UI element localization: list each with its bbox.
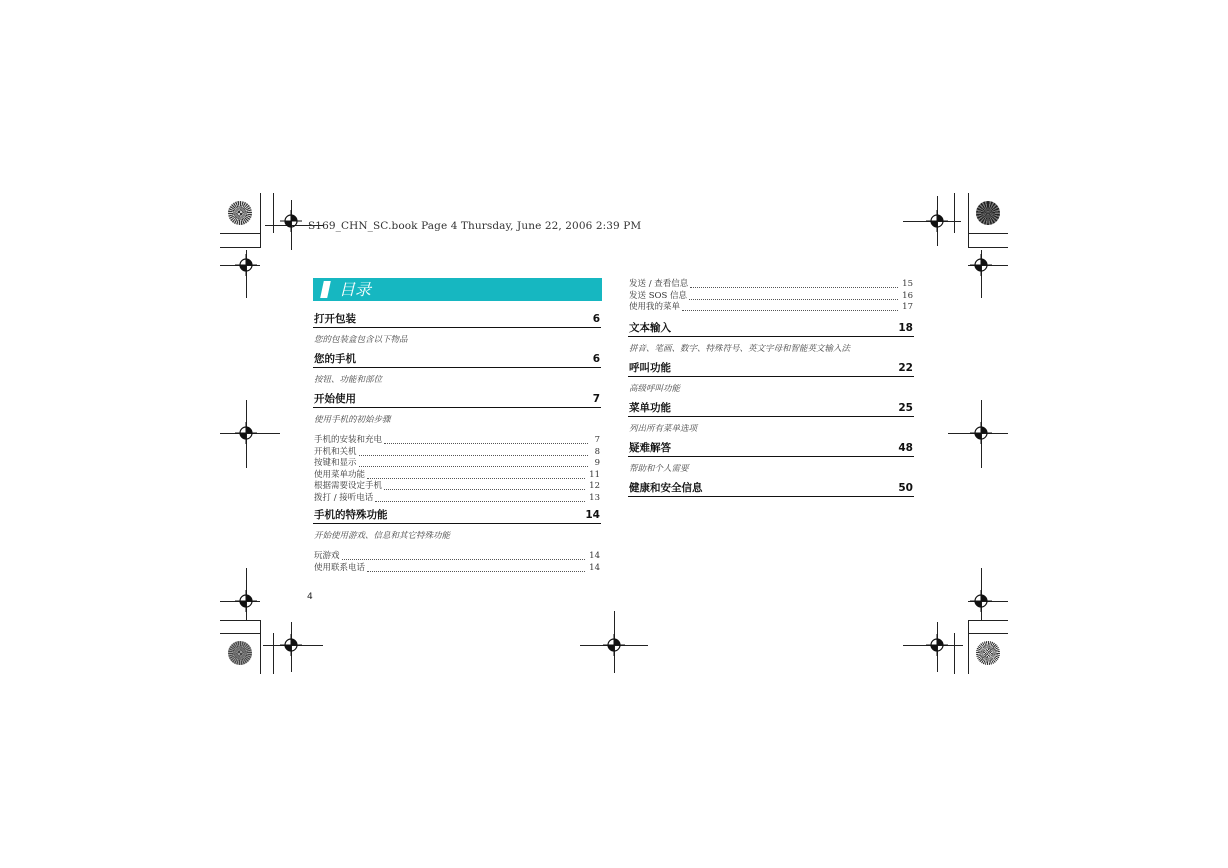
toc-section-heading[interactable]	[313, 313, 601, 328]
section-page: 25	[898, 402, 913, 414]
section-title: 您的手机	[314, 353, 356, 365]
dot-leader	[359, 447, 588, 456]
registration-mark-icon	[970, 590, 992, 612]
registration-mark-icon	[280, 634, 302, 656]
toc-entry[interactable]	[313, 447, 601, 459]
toc-entry[interactable]	[313, 481, 601, 493]
section-title: 打开包装	[314, 313, 356, 325]
section-description: 列出所有菜单选项	[629, 424, 698, 434]
entry-label: 发送 / 查看信息	[629, 279, 689, 289]
dot-leader	[689, 291, 898, 300]
dot-leader	[384, 435, 588, 444]
section-title: 健康和安全信息	[629, 482, 703, 494]
entry-page: 14	[589, 551, 600, 561]
entry-label: 玩游戏	[314, 551, 340, 561]
entry-label: 使用联系电话	[314, 562, 366, 573]
toc-entry[interactable]	[628, 302, 914, 314]
registration-mark-icon	[603, 634, 625, 656]
section-description: 帮助和个人需要	[629, 464, 689, 474]
section-page: 6	[592, 313, 600, 325]
toc-section	[313, 313, 601, 346]
dot-leader	[375, 493, 585, 502]
entry-label: 拨打 / 接听电话	[314, 492, 374, 503]
dot-leader	[359, 458, 588, 467]
dot-leader	[682, 302, 898, 311]
rosette-mark-icon	[976, 641, 1000, 665]
registration-mark-icon	[970, 422, 992, 444]
entry-page: 16	[902, 290, 913, 301]
entry-page: 12	[589, 481, 600, 491]
registration-mark-icon	[280, 210, 302, 232]
toc-entry[interactable]	[313, 458, 601, 470]
section-title: 疑难解答	[629, 442, 671, 454]
title-stripe	[320, 281, 331, 298]
entry-page: 17	[902, 302, 913, 312]
toc-entry[interactable]	[628, 291, 914, 303]
toc-section	[628, 482, 914, 497]
toc-entry[interactable]	[628, 279, 914, 291]
toc-continued-entries	[628, 279, 914, 314]
toc-entry[interactable]	[313, 563, 601, 575]
section-page: 50	[898, 482, 913, 494]
registration-mark-icon	[235, 254, 257, 276]
entry-label: 发送 SOS 信息	[629, 290, 688, 301]
entry-page: 11	[589, 469, 600, 480]
dot-leader	[690, 279, 898, 288]
toc-entries	[313, 435, 601, 504]
toc-section-heading[interactable]	[628, 322, 914, 337]
toc-section	[313, 353, 601, 386]
toc-section-heading[interactable]	[313, 393, 601, 408]
section-description: 拼音、笔画、数字、特殊符号、英文字母和智能英文输入法	[629, 344, 851, 354]
section-description: 使用手机的初始步骤	[314, 415, 391, 425]
page-title: 目录	[339, 280, 372, 299]
entry-label: 开机和关机	[314, 446, 357, 457]
book-header-info: S169_CHN_SC.book Page 4 Thursday, June 22, 2006 2:39 PM	[308, 220, 642, 232]
section-page: 7	[592, 393, 600, 405]
toc-section-heading[interactable]	[628, 362, 914, 377]
toc-section	[628, 402, 914, 435]
section-page: 14	[585, 509, 600, 521]
registration-mark-icon	[235, 590, 257, 612]
entry-page: 15	[902, 279, 913, 289]
entry-page: 14	[589, 562, 600, 573]
toc-entry[interactable]	[313, 435, 601, 447]
section-page: 22	[898, 362, 913, 374]
rosette-mark-icon	[228, 641, 252, 665]
toc-title-bar	[313, 278, 602, 301]
toc-section	[628, 362, 914, 395]
toc-section	[628, 442, 914, 475]
toc-entry[interactable]	[313, 493, 601, 505]
dot-leader	[367, 563, 585, 572]
section-page: 48	[898, 442, 913, 454]
entry-label: 使用我的菜单	[629, 302, 681, 312]
entry-label: 使用菜单功能	[314, 469, 366, 480]
section-description: 高级呼叫功能	[629, 384, 681, 394]
section-title: 开始使用	[314, 393, 356, 405]
entry-page: 9	[594, 458, 600, 468]
entry-label: 按键和显示	[314, 458, 357, 468]
toc-entry[interactable]	[313, 551, 601, 563]
entry-page: 7	[594, 435, 600, 445]
toc-entry[interactable]	[313, 470, 601, 482]
toc-section	[628, 322, 914, 355]
section-description: 开始使用游戏、信息和其它特殊功能	[314, 531, 451, 541]
section-title: 手机的特殊功能	[314, 509, 388, 521]
registration-mark-icon	[970, 254, 992, 276]
toc-entries	[313, 551, 601, 574]
rosette-mark-icon	[976, 201, 1000, 225]
section-page: 18	[898, 322, 913, 334]
section-page: 6	[592, 353, 600, 365]
entry-label: 根据需要设定手机	[314, 481, 383, 491]
section-title: 呼叫功能	[629, 362, 671, 374]
dot-leader	[367, 470, 585, 479]
rosette-mark-icon	[228, 201, 252, 225]
entry-label: 手机的安装和充电	[314, 435, 383, 445]
section-description: 按钮、功能和部位	[314, 375, 383, 385]
entry-page: 8	[594, 446, 600, 457]
toc-section-heading[interactable]	[313, 509, 601, 524]
toc-section-heading[interactable]	[313, 353, 601, 368]
toc-section	[313, 393, 601, 504]
registration-mark-icon	[926, 634, 948, 656]
dot-leader	[384, 481, 585, 490]
toc-section-heading[interactable]	[628, 402, 914, 417]
section-title: 文本输入	[629, 322, 671, 334]
section-title: 菜单功能	[629, 402, 671, 414]
section-description: 您的包装盒包含以下物品	[314, 335, 408, 345]
entry-page: 13	[589, 492, 600, 503]
registration-mark-icon	[235, 422, 257, 444]
toc-section-heading[interactable]	[628, 442, 914, 457]
toc-section	[313, 509, 601, 574]
page-number: 4	[307, 592, 313, 602]
registration-mark-icon	[926, 210, 948, 232]
toc-section-heading[interactable]	[628, 482, 914, 497]
dot-leader	[342, 551, 586, 560]
